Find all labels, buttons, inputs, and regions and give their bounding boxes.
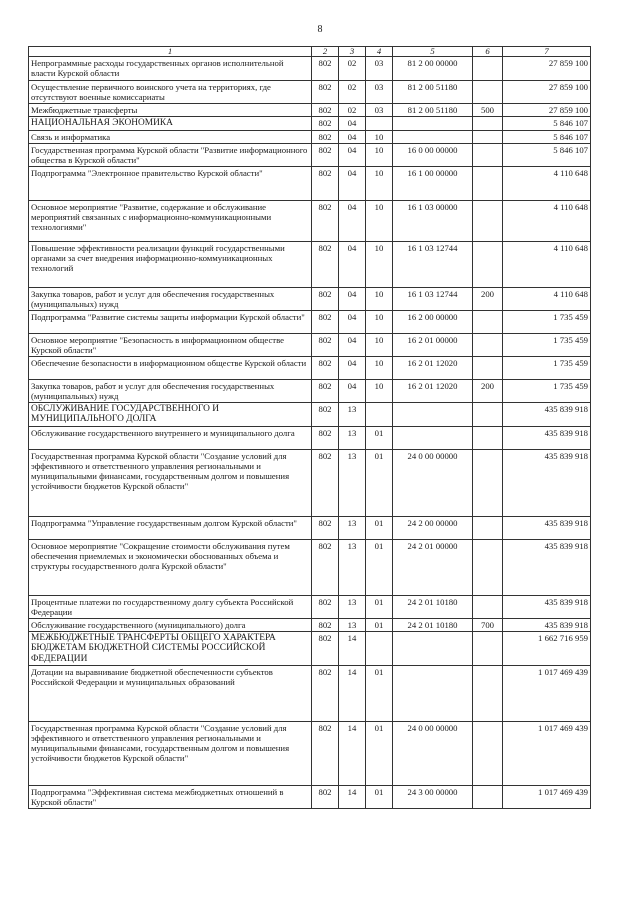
table-row — [29, 310, 591, 333]
row-subsection-cell: 01 — [366, 426, 393, 449]
row-name-cell: Подпрограмма "Управление государственным долгом Курской области" — [29, 516, 312, 539]
row-target-article-cell: 24 3 00 00000 — [393, 786, 473, 809]
table-row — [29, 130, 591, 143]
row-code-cell: 802 — [312, 356, 339, 379]
row-target-article-cell: 16 0 00 00000 — [393, 143, 473, 166]
row-target-article-cell — [393, 402, 473, 426]
row-target-article-cell: 16 2 00 00000 — [393, 310, 473, 333]
row-code-cell: 802 — [312, 539, 339, 595]
row-name-cell: Государственная программа Курской области "Создание условий для эффективного и ответственного управления региональными и муниципальными финансами, государственным долгом и повышения устойчивости бюджетов Курской области" — [29, 449, 312, 516]
table-row — [29, 241, 591, 287]
row-expense-type-cell — [473, 631, 503, 666]
row-code-cell: 802 — [312, 241, 339, 287]
table-row — [29, 379, 591, 402]
row-section-cell: 14 — [339, 722, 366, 786]
row-target-article-cell: 16 2 01 12020 — [393, 356, 473, 379]
row-target-article-cell: 81 2 00 00000 — [393, 57, 473, 81]
column-header: 2 — [312, 47, 339, 57]
table-row — [29, 516, 591, 539]
row-name-cell: Подпрограмма "Эффективная система межбюджетных отношений в Курской области" — [29, 786, 312, 809]
table-row — [29, 666, 591, 722]
row-section-cell: 04 — [339, 310, 366, 333]
row-section-cell: 13 — [339, 539, 366, 595]
row-subsection-cell: 03 — [366, 81, 393, 104]
row-target-article-cell: 16 1 00 00000 — [393, 166, 473, 200]
table-row — [29, 722, 591, 786]
row-expense-type-cell — [473, 57, 503, 81]
table-row — [29, 81, 591, 104]
row-target-article-cell: 24 0 00 00000 — [393, 722, 473, 786]
row-expense-type-cell: 500 — [473, 104, 503, 117]
row-expense-type-cell — [473, 130, 503, 143]
row-amount-cell: 435 839 918 — [503, 402, 591, 426]
row-target-article-cell: 16 2 01 00000 — [393, 333, 473, 356]
table-row — [29, 200, 591, 241]
column-header: 1 — [29, 47, 312, 57]
row-amount-cell: 1 017 469 439 — [503, 666, 591, 722]
row-section-cell: 04 — [339, 117, 366, 131]
row-subsection-cell: 03 — [366, 104, 393, 117]
row-expense-type-cell — [473, 516, 503, 539]
row-name-cell: Обеспечение безопасности в информационном обществе Курской области — [29, 356, 312, 379]
row-code-cell: 802 — [312, 786, 339, 809]
row-section-cell: 02 — [339, 81, 366, 104]
table-row — [29, 618, 591, 631]
row-subsection-cell: 10 — [366, 143, 393, 166]
row-target-article-cell: 24 0 00 00000 — [393, 449, 473, 516]
row-section-cell: 04 — [339, 166, 366, 200]
row-subsection-cell: 10 — [366, 166, 393, 200]
row-expense-type-cell — [473, 81, 503, 104]
table-row — [29, 426, 591, 449]
row-name-cell: Основное мероприятие "Сокращение стоимости обслуживания путем обеспечения приемлемых и экономически обоснованных объема и структуры государственного долга Курской области" — [29, 539, 312, 595]
row-code-cell: 802 — [312, 595, 339, 618]
row-amount-cell: 1 735 459 — [503, 379, 591, 402]
header-row — [29, 47, 591, 57]
row-name-cell: Государственная программа Курской области "Развитие информационного общества в Курской области" — [29, 143, 312, 166]
row-expense-type-cell — [473, 722, 503, 786]
row-name-cell: Процентные платежи по государственному долгу субъекта Российской Федерации — [29, 595, 312, 618]
row-name-cell: Осуществление первичного воинского учета на территориях, где отсутствуют военные комиссариаты — [29, 81, 312, 104]
row-code-cell: 802 — [312, 287, 339, 310]
row-amount-cell: 1 017 469 439 — [503, 786, 591, 809]
row-subsection-cell — [366, 117, 393, 131]
table-row — [29, 57, 591, 81]
row-code-cell: 802 — [312, 166, 339, 200]
row-subsection-cell: 01 — [366, 449, 393, 516]
table-section-row — [29, 631, 591, 666]
row-code-cell: 802 — [312, 516, 339, 539]
row-expense-type-cell — [473, 241, 503, 287]
row-amount-cell: 5 846 107 — [503, 130, 591, 143]
row-section-cell: 04 — [339, 287, 366, 310]
row-code-cell: 802 — [312, 333, 339, 356]
row-amount-cell: 435 839 918 — [503, 516, 591, 539]
row-amount-cell: 435 839 918 — [503, 618, 591, 631]
row-code-cell: 802 — [312, 117, 339, 131]
row-amount-cell: 1 735 459 — [503, 310, 591, 333]
row-expense-type-cell — [473, 449, 503, 516]
table-row — [29, 166, 591, 200]
row-name-cell: Основное мероприятие "Безопасность в информационном обществе Курской области" — [29, 333, 312, 356]
row-subsection-cell: 10 — [366, 333, 393, 356]
row-expense-type-cell — [473, 200, 503, 241]
row-code-cell: 802 — [312, 666, 339, 722]
row-code-cell: 802 — [312, 631, 339, 666]
row-subsection-cell: 10 — [366, 379, 393, 402]
column-header: 6 — [473, 47, 503, 57]
row-expense-type-cell — [473, 666, 503, 722]
row-subsection-cell: 01 — [366, 516, 393, 539]
row-name-cell: Повышение эффективности реализации функций государственными органами за счет внедрения информационно-коммуникационных технологий — [29, 241, 312, 287]
row-subsection-cell: 01 — [366, 666, 393, 722]
row-section-cell: 04 — [339, 333, 366, 356]
column-header: 5 — [393, 47, 473, 57]
row-subsection-cell: 10 — [366, 130, 393, 143]
row-expense-type-cell — [473, 426, 503, 449]
row-target-article-cell: 81 2 00 51180 — [393, 81, 473, 104]
row-target-article-cell — [393, 666, 473, 722]
row-expense-type-cell — [473, 595, 503, 618]
row-section-cell: 04 — [339, 200, 366, 241]
row-target-article-cell: 16 2 01 12020 — [393, 379, 473, 402]
row-subsection-cell: 01 — [366, 618, 393, 631]
row-subsection-cell: 01 — [366, 539, 393, 595]
row-amount-cell: 27 859 100 — [503, 104, 591, 117]
row-name-cell: НАЦИОНАЛЬНАЯ ЭКОНОМИКА — [29, 117, 312, 131]
row-section-cell: 13 — [339, 595, 366, 618]
row-name-cell: Дотации на выравнивание бюджетной обеспеченности субъектов Российской Федерации и муниципальных образований — [29, 666, 312, 722]
row-target-article-cell: 16 1 03 00000 — [393, 200, 473, 241]
row-code-cell: 802 — [312, 379, 339, 402]
column-header: 7 — [503, 47, 591, 57]
row-amount-cell: 4 110 648 — [503, 241, 591, 287]
table-row — [29, 143, 591, 166]
row-expense-type-cell: 700 — [473, 618, 503, 631]
row-amount-cell: 435 839 918 — [503, 426, 591, 449]
row-name-cell: Непрограммные расходы государственных органов исполнительной власти Курской области — [29, 57, 312, 81]
row-code-cell: 802 — [312, 618, 339, 631]
table-section-row — [29, 402, 591, 426]
row-code-cell: 802 — [312, 310, 339, 333]
row-target-article-cell — [393, 426, 473, 449]
row-section-cell: 13 — [339, 426, 366, 449]
row-name-cell: Закупка товаров, работ и услуг для обеспечения государственных (муниципальных) нужд — [29, 287, 312, 310]
row-subsection-cell: 01 — [366, 722, 393, 786]
row-expense-type-cell — [473, 402, 503, 426]
row-target-article-cell: 24 2 01 10180 — [393, 595, 473, 618]
row-subsection-cell: 01 — [366, 786, 393, 809]
row-code-cell: 802 — [312, 722, 339, 786]
row-amount-cell: 27 859 100 — [503, 81, 591, 104]
row-code-cell: 802 — [312, 143, 339, 166]
row-expense-type-cell — [473, 356, 503, 379]
row-amount-cell: 1 735 459 — [503, 356, 591, 379]
budget-table — [28, 46, 591, 809]
table-row — [29, 104, 591, 117]
row-expense-type-cell: 200 — [473, 379, 503, 402]
row-subsection-cell — [366, 402, 393, 426]
table-row — [29, 786, 591, 809]
table-row — [29, 449, 591, 516]
row-expense-type-cell — [473, 333, 503, 356]
row-section-cell: 04 — [339, 143, 366, 166]
row-subsection-cell — [366, 631, 393, 666]
table-row — [29, 356, 591, 379]
row-code-cell: 802 — [312, 426, 339, 449]
row-expense-type-cell — [473, 786, 503, 809]
row-target-article-cell: 16 1 03 12744 — [393, 287, 473, 310]
row-amount-cell: 435 839 918 — [503, 539, 591, 595]
row-code-cell: 802 — [312, 81, 339, 104]
row-subsection-cell: 01 — [366, 595, 393, 618]
table-row — [29, 595, 591, 618]
row-section-cell: 02 — [339, 57, 366, 81]
row-section-cell: 13 — [339, 449, 366, 516]
row-section-cell: 14 — [339, 786, 366, 809]
row-amount-cell: 435 839 918 — [503, 595, 591, 618]
table-header — [29, 47, 591, 57]
row-name-cell: МЕЖБЮДЖЕТНЫЕ ТРАНСФЕРТЫ ОБЩЕГО ХАРАКТЕРА БЮДЖЕТАМ БЮДЖЕТНОЙ СИСТЕМЫ РОССИЙСКОЙ ФЕДЕРАЦИИ — [29, 631, 312, 666]
row-section-cell: 02 — [339, 104, 366, 117]
row-subsection-cell: 03 — [366, 57, 393, 81]
row-expense-type-cell — [473, 539, 503, 595]
table-section-row — [29, 117, 591, 131]
row-subsection-cell: 10 — [366, 200, 393, 241]
row-code-cell: 802 — [312, 104, 339, 117]
row-name-cell: Межбюджетные трансферты — [29, 104, 312, 117]
row-name-cell: Обслуживание государственного внутреннего и муниципального долга — [29, 426, 312, 449]
row-target-article-cell — [393, 631, 473, 666]
row-amount-cell: 1 662 716 959 — [503, 631, 591, 666]
row-name-cell: Государственная программа Курской области "Создание условий для эффективного и ответственного управления региональными и муниципальными финансами, государственным долгом и повышения устойчивости бюджетов Курской области" — [29, 722, 312, 786]
row-name-cell: Подпрограмма "Электронное правительство Курской области" — [29, 166, 312, 200]
column-header: 4 — [366, 47, 393, 57]
row-expense-type-cell — [473, 166, 503, 200]
row-expense-type-cell: 200 — [473, 287, 503, 310]
row-expense-type-cell — [473, 117, 503, 131]
row-name-cell: Связь и информатика — [29, 130, 312, 143]
row-target-article-cell: 24 2 01 10180 — [393, 618, 473, 631]
row-section-cell: 04 — [339, 356, 366, 379]
row-name-cell: Обслуживание государственного (муниципального) долга — [29, 618, 312, 631]
table-row — [29, 539, 591, 595]
row-target-article-cell: 24 2 01 00000 — [393, 539, 473, 595]
row-subsection-cell: 10 — [366, 356, 393, 379]
row-amount-cell: 27 859 100 — [503, 57, 591, 81]
row-amount-cell: 5 846 107 — [503, 143, 591, 166]
row-subsection-cell: 10 — [366, 287, 393, 310]
row-target-article-cell: 24 2 00 00000 — [393, 516, 473, 539]
row-section-cell: 04 — [339, 379, 366, 402]
row-amount-cell: 4 110 648 — [503, 166, 591, 200]
page-number: 8 — [317, 24, 323, 35]
row-target-article-cell: 81 2 00 51180 — [393, 104, 473, 117]
row-expense-type-cell — [473, 143, 503, 166]
row-amount-cell: 4 110 648 — [503, 287, 591, 310]
row-name-cell: Подпрограмма "Развитие системы защиты информации Курской области" — [29, 310, 312, 333]
row-expense-type-cell — [473, 310, 503, 333]
row-amount-cell: 5 846 107 — [503, 117, 591, 131]
row-section-cell: 13 — [339, 618, 366, 631]
row-code-cell: 802 — [312, 200, 339, 241]
row-amount-cell: 1 017 469 439 — [503, 722, 591, 786]
row-section-cell: 13 — [339, 516, 366, 539]
column-header: 3 — [339, 47, 366, 57]
row-section-cell: 04 — [339, 130, 366, 143]
row-section-cell: 14 — [339, 631, 366, 666]
row-code-cell: 802 — [312, 449, 339, 516]
table-body — [29, 57, 591, 809]
table-row — [29, 287, 591, 310]
row-name-cell: Закупка товаров, работ и услуг для обеспечения государственных (муниципальных) нужд — [29, 379, 312, 402]
row-name-cell: Основное мероприятие "Развитие, содержание и обслуживание мероприятий связанных с информационно-коммуникационными технологиями" — [29, 200, 312, 241]
row-code-cell: 802 — [312, 402, 339, 426]
row-amount-cell: 435 839 918 — [503, 449, 591, 516]
table-row — [29, 333, 591, 356]
row-section-cell: 14 — [339, 666, 366, 722]
row-subsection-cell: 10 — [366, 241, 393, 287]
row-target-article-cell — [393, 130, 473, 143]
row-code-cell: 802 — [312, 130, 339, 143]
row-target-article-cell — [393, 117, 473, 131]
row-code-cell: 802 — [312, 57, 339, 81]
row-amount-cell: 1 735 459 — [503, 333, 591, 356]
row-amount-cell: 4 110 648 — [503, 200, 591, 241]
row-subsection-cell: 10 — [366, 310, 393, 333]
row-section-cell: 13 — [339, 402, 366, 426]
row-target-article-cell: 16 1 03 12744 — [393, 241, 473, 287]
row-section-cell: 04 — [339, 241, 366, 287]
row-name-cell: ОБСЛУЖИВАНИЕ ГОСУДАРСТВЕННОГО И МУНИЦИПАЛЬНОГО ДОЛГА — [29, 402, 312, 426]
